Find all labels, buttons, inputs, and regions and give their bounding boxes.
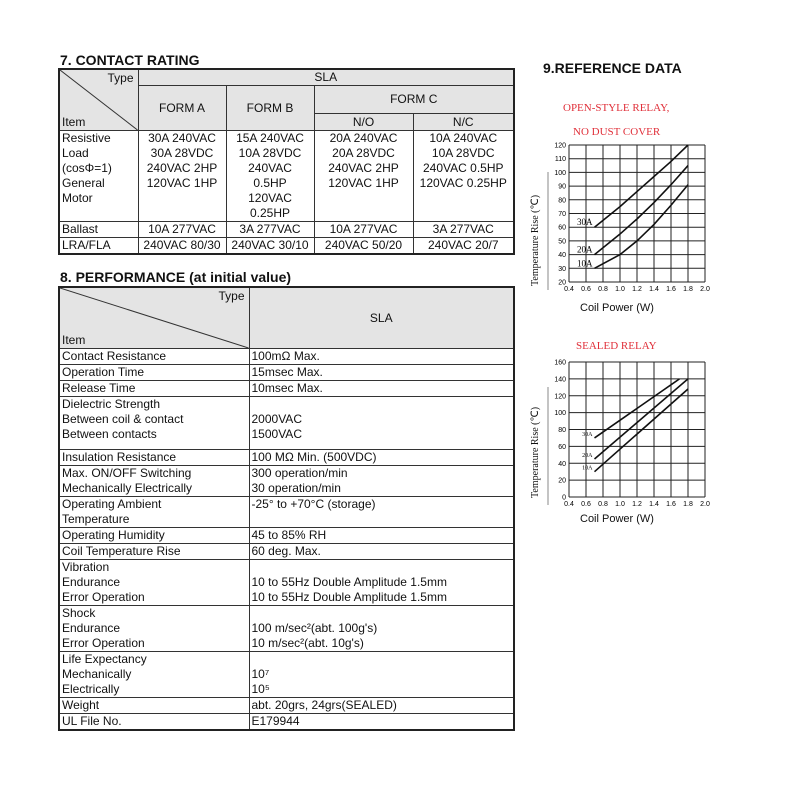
sla-header: SLA xyxy=(249,287,514,349)
chart1-ylabel: Temperature Rise (℃) xyxy=(530,194,541,286)
series-label: 10A xyxy=(582,465,593,472)
x-tick-label: 1.0 xyxy=(615,501,625,508)
y-tick-label: 100 xyxy=(554,410,566,418)
y-tick-label: 0 xyxy=(562,494,566,502)
chart2-ylabel: Temperature Rise (℃) xyxy=(530,406,541,498)
item-cell: Life Expectancy Mechanically Electrically xyxy=(59,652,249,698)
value-cell: abt. 20grs, 24grs(SEALED) xyxy=(249,698,514,714)
series-label: 10A xyxy=(577,258,593,269)
x-tick-label: 0.8 xyxy=(598,286,608,293)
form-a-header: FORM A xyxy=(138,86,226,131)
form-b-header: FORM B xyxy=(226,86,314,131)
x-tick-label: 2.0 xyxy=(700,286,710,293)
value-cell: 45 to 85% RH xyxy=(249,528,514,544)
y-tick-label: 20 xyxy=(558,477,566,485)
y-tick-label: 160 xyxy=(554,359,566,367)
item-label: Item xyxy=(62,115,86,129)
x-tick-label: 0.4 xyxy=(564,501,574,508)
item-cell: Vibration Endurance Error Operation xyxy=(59,560,249,606)
series-line-10A xyxy=(595,185,689,269)
value-cell: 100mΩ Max. xyxy=(249,349,514,365)
series-label: 30A xyxy=(582,431,593,438)
y-tick-label: 90 xyxy=(558,183,566,191)
y-tick-label: 110 xyxy=(554,156,566,164)
value-cell: 2000VAC 1500VAC xyxy=(249,397,514,450)
value-cell: 10 to 55Hz Double Amplitude 1.5mm 10 to 55Hz Double Amplitude 1.5mm xyxy=(249,560,514,606)
y-tick-label: 20 xyxy=(558,279,566,287)
item-cell: Shock Endurance Error Operation xyxy=(59,606,249,652)
reference-data-title: 9.REFERENCE DATA xyxy=(543,60,682,76)
no-cell: 240VAC 50/20 xyxy=(314,238,413,255)
nc-cell: 10A 240VAC 10A 28VDC 240VAC 0.5HP 120VAC 0.25HP xyxy=(413,131,514,222)
x-tick-label: 1.6 xyxy=(666,501,676,508)
form-b-cell: 15A 240VAC 10A 28VDC 240VAC 0.5HP 120VAC 0.25HP xyxy=(226,131,314,222)
y-tick-label: 140 xyxy=(554,376,566,384)
form-b-cell: 3A 277VAC xyxy=(226,222,314,238)
chart2-title: SEALED RELAY xyxy=(576,340,657,352)
series-label: 20A xyxy=(582,453,593,460)
y-tick-label: 120 xyxy=(554,142,566,150)
item-cell: Release Time xyxy=(59,381,249,397)
y-tick-label: 50 xyxy=(558,238,566,246)
value-cell: 60 deg. Max. xyxy=(249,544,514,560)
no-cell: 10A 277VAC xyxy=(314,222,413,238)
y-tick-label: 80 xyxy=(558,197,566,205)
x-tick-label: 0.4 xyxy=(564,286,574,293)
value-cell: -25° to +70°C (storage) xyxy=(249,497,514,528)
item-label: Item xyxy=(62,333,86,347)
value-cell: 10⁷ 10⁵ xyxy=(249,652,514,698)
form-b-cell: 240VAC 30/10 xyxy=(226,238,314,255)
nc-cell: 3A 277VAC xyxy=(413,222,514,238)
no-header: N/O xyxy=(314,114,413,131)
nc-header: N/C xyxy=(413,114,514,131)
value-cell: 100 m/sec²(abt. 100g's) 10 m/sec²(abt. 10g's) xyxy=(249,606,514,652)
x-tick-label: 0.6 xyxy=(581,501,591,508)
chart2-xlabel: Coil Power (W) xyxy=(580,513,654,525)
form-a-cell: 10A 277VAC xyxy=(138,222,226,238)
form-c-header: FORM C xyxy=(314,86,514,114)
no-cell: 20A 240VAC 20A 28VDC 240VAC 2HP 120VAC 1HP xyxy=(314,131,413,222)
form-a-cell: 240VAC 80/30 xyxy=(138,238,226,255)
chart1-title: OPEN-STYLE RELAY, xyxy=(563,102,670,114)
chart1-xlabel: Coil Power (W) xyxy=(580,302,654,314)
x-tick-label: 0.6 xyxy=(581,286,591,293)
value-cell: E179944 xyxy=(249,714,514,731)
item-cell: Operating Humidity xyxy=(59,528,249,544)
item-cell: Insulation Resistance xyxy=(59,450,249,466)
x-tick-label: 1.8 xyxy=(683,501,693,508)
y-tick-label: 60 xyxy=(558,224,566,232)
value-cell: 300 operation/min 30 operation/min xyxy=(249,466,514,497)
series-line-20A xyxy=(595,379,689,459)
item-cell: Resistive Load (cosΦ=1) General Motor xyxy=(59,131,138,222)
x-tick-label: 0.8 xyxy=(598,501,608,508)
item-cell: UL File No. xyxy=(59,714,249,731)
x-tick-label: 1.2 xyxy=(632,286,642,293)
chart1-subtitle: NO DUST COVER xyxy=(573,126,661,138)
item-cell: Max. ON/OFF Switching Mechanically Electrically xyxy=(59,466,249,497)
item-cell: Operating Ambient Temperature xyxy=(59,497,249,528)
item-cell: Operation Time xyxy=(59,365,249,381)
series-label: 30A xyxy=(577,217,593,228)
type-label: Type xyxy=(107,71,134,85)
x-tick-label: 1.2 xyxy=(632,501,642,508)
x-tick-label: 1.4 xyxy=(649,286,659,293)
type-label: Type xyxy=(218,289,245,303)
item-cell: Contact Resistance xyxy=(59,349,249,365)
value-cell: 15msec Max. xyxy=(249,365,514,381)
value-cell: 10msec Max. xyxy=(249,381,514,397)
x-tick-label: 1.0 xyxy=(615,286,625,293)
y-tick-label: 100 xyxy=(554,169,566,177)
y-tick-label: 40 xyxy=(558,460,566,468)
y-tick-label: 70 xyxy=(558,211,566,218)
value-cell: 100 MΩ Min. (500VDC) xyxy=(249,450,514,466)
y-tick-label: 30 xyxy=(558,265,566,273)
item-cell: Weight xyxy=(59,698,249,714)
item-cell: Coil Temperature Rise xyxy=(59,544,249,560)
y-tick-label: 80 xyxy=(558,427,566,434)
x-tick-label: 2.0 xyxy=(700,501,710,508)
nc-cell: 240VAC 20/7 xyxy=(413,238,514,255)
item-cell: LRA/FLA xyxy=(59,238,138,255)
item-cell: Ballast xyxy=(59,222,138,238)
series-line-10A xyxy=(595,389,689,472)
sla-header: SLA xyxy=(138,69,514,86)
x-tick-label: 1.6 xyxy=(666,286,676,293)
y-tick-label: 60 xyxy=(558,443,566,451)
y-tick-label: 120 xyxy=(554,393,566,401)
form-a-cell: 30A 240VAC 30A 28VDC 240VAC 2HP 120VAC 1HP xyxy=(138,131,226,222)
series-label: 20A xyxy=(577,244,593,255)
item-cell: Dielectric Strength Between coil & contact Between contacts xyxy=(59,397,249,450)
performance-title: 8. PERFORMANCE (at initial value) xyxy=(60,269,292,285)
contact-rating-title: 7. CONTACT RATING xyxy=(60,52,200,68)
x-tick-label: 1.8 xyxy=(683,286,693,293)
y-tick-label: 40 xyxy=(558,252,566,260)
x-tick-label: 1.4 xyxy=(649,501,659,508)
